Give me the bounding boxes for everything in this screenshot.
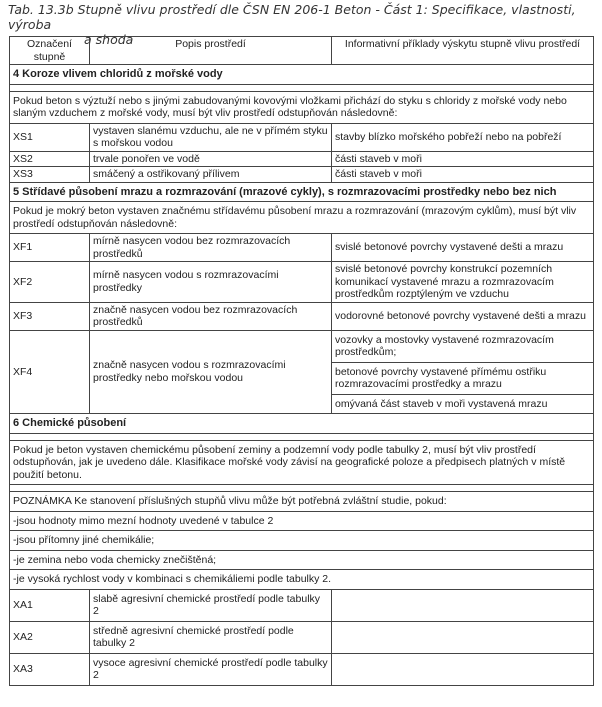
table-row xyxy=(10,621,594,653)
section-4-heading xyxy=(10,65,594,85)
caption-line-1: Tab. 13.3b Stupně vlivu prostředí dle ČSN EN 206-1 Beton - Část 1: Specifikace, vlastnosti, výroba xyxy=(8,2,576,32)
table-row xyxy=(10,123,594,151)
exposure-classes-table xyxy=(9,36,594,686)
class-description: značně nasycen vodou s rozmrazovacími prostředky nebo mořskou vodou xyxy=(90,330,332,414)
section-5-intro xyxy=(10,202,594,234)
header-description: Popis prostředí xyxy=(90,37,332,65)
class-description: vysoce agresivní chemické prostředí podle tabulky 2 xyxy=(90,653,332,685)
table-row xyxy=(10,234,594,262)
class-description: středně agresivní chemické prostředí podle tabulky 2 xyxy=(90,621,332,653)
class-code: XS3 xyxy=(10,167,90,183)
class-code: XA2 xyxy=(10,621,90,653)
table-row xyxy=(10,589,594,621)
class-code: XF2 xyxy=(10,262,90,303)
table-row xyxy=(10,151,594,167)
class-description: smáčený a ostřikovaný přílivem xyxy=(90,167,332,183)
note-item-text: -jsou přítomny jiné chemikálie; xyxy=(10,531,594,551)
class-example: části staveb v moři xyxy=(332,151,594,167)
header-examples: Informativní příklady výskytu stupně vlivu prostředí xyxy=(332,37,594,65)
section-6-note xyxy=(10,492,594,512)
class-example: stavby blízko mořského pobřeží nebo na pobřeží xyxy=(332,123,594,151)
class-code: XF4 xyxy=(10,330,90,414)
class-example: vozovky a mostovky vystavené rozmrazovacím prostředkům; xyxy=(332,330,594,362)
caption-line-2: a shoda xyxy=(84,32,134,47)
note-item xyxy=(10,570,594,590)
section-4-intro xyxy=(10,91,594,123)
table-row xyxy=(10,262,594,303)
header-code: Označení stupně xyxy=(10,37,90,65)
class-example: svislé betonové povrchy vystavené dešti a mrazu xyxy=(332,234,594,262)
section-6-heading xyxy=(10,414,594,434)
note-item xyxy=(10,550,594,570)
section-6-intro xyxy=(10,440,594,485)
class-example xyxy=(332,621,594,653)
section-title: 6 Chemické působení xyxy=(10,414,594,434)
class-example xyxy=(332,589,594,621)
section-intro: Pokud je beton vystaven chemickému působení zeminy a podzemní vody podle tabulky 2, musí být vliv prostředí odstupňován, jak je uvedeno dále. Klasifikace mořské vody závisí na geografické poloze a předpisech platných v místě použití betonu. xyxy=(10,440,594,485)
class-code: XF3 xyxy=(10,302,90,330)
note-item-text: -je zemina nebo voda chemicky znečištěná; xyxy=(10,550,594,570)
section-5-heading xyxy=(10,182,594,202)
section-title: 4 Koroze vlivem chloridů z mořské vody xyxy=(10,65,594,85)
class-example: omývaná část staveb v moři vystavená mrazu xyxy=(332,394,594,414)
class-example: svislé betonové povrchy konstrukcí pozemních komunikací vystavené mrazu a rozmrazovacím prostředkům rozptýleným ve vzduchu xyxy=(332,262,594,303)
note-item-text: -jsou hodnoty mimo mezní hodnoty uvedené v tabulce 2 xyxy=(10,511,594,531)
class-example: části staveb v moři xyxy=(332,167,594,183)
class-code: XA3 xyxy=(10,653,90,685)
class-description: značně nasycen vodou bez rozmrazovacích prostředků xyxy=(90,302,332,330)
table-row xyxy=(10,653,594,685)
table-header-row xyxy=(10,37,594,65)
class-description: slabě agresivní chemické prostředí podle tabulky 2 xyxy=(90,589,332,621)
note-item xyxy=(10,531,594,551)
class-code: XA1 xyxy=(10,589,90,621)
class-description: mírně nasycen vodou bez rozmrazovacích prostředků xyxy=(90,234,332,262)
class-code: XS2 xyxy=(10,151,90,167)
class-code: XS1 xyxy=(10,123,90,151)
table-row xyxy=(10,330,594,362)
note-item-text: -je vysoká rychlost vody v kombinaci s chemikáliemi podle tabulky 2. xyxy=(10,570,594,590)
class-example xyxy=(332,653,594,685)
section-title: 5 Střídavé působení mrazu a rozmrazování (mrazové cykly), s rozmrazovacími prostředky nebo bez nich xyxy=(10,182,594,202)
table-row xyxy=(10,302,594,330)
section-intro: Pokud beton s výztuží nebo s jinými zabudovanými kovovými vložkami přichází do styku s chloridy z mořské vody nebo slaným vzduchem z mořské vody, musí být vliv prostředí odstupňován následovně: xyxy=(10,91,594,123)
class-description: vystaven slanému vzduchu, ale ne v přímém styku s mořskou vodou xyxy=(90,123,332,151)
class-description: mírně nasycen vodou s rozmrazovacími prostředky xyxy=(90,262,332,303)
note-text: POZNÁMKA Ke stanovení příslušných stupňů vlivu může být potřebná zvláštní studie, pokud: xyxy=(10,492,594,512)
table-row xyxy=(10,167,594,183)
class-description: trvale ponořen ve vodě xyxy=(90,151,332,167)
class-example: vodorovné betonové povrchy vystavené dešti a mrazu xyxy=(332,302,594,330)
class-example: betonové povrchy vystavené přímému ostřiku rozmrazovacími prostředky a mrazu xyxy=(332,362,594,394)
section-intro: Pokud je mokrý beton vystaven značnému střídavému působení mrazu a rozmrazování (mrazovým cyklům), musí být vliv prostředí odstupňován následovně: xyxy=(10,202,594,234)
class-code: XF1 xyxy=(10,234,90,262)
note-item xyxy=(10,511,594,531)
